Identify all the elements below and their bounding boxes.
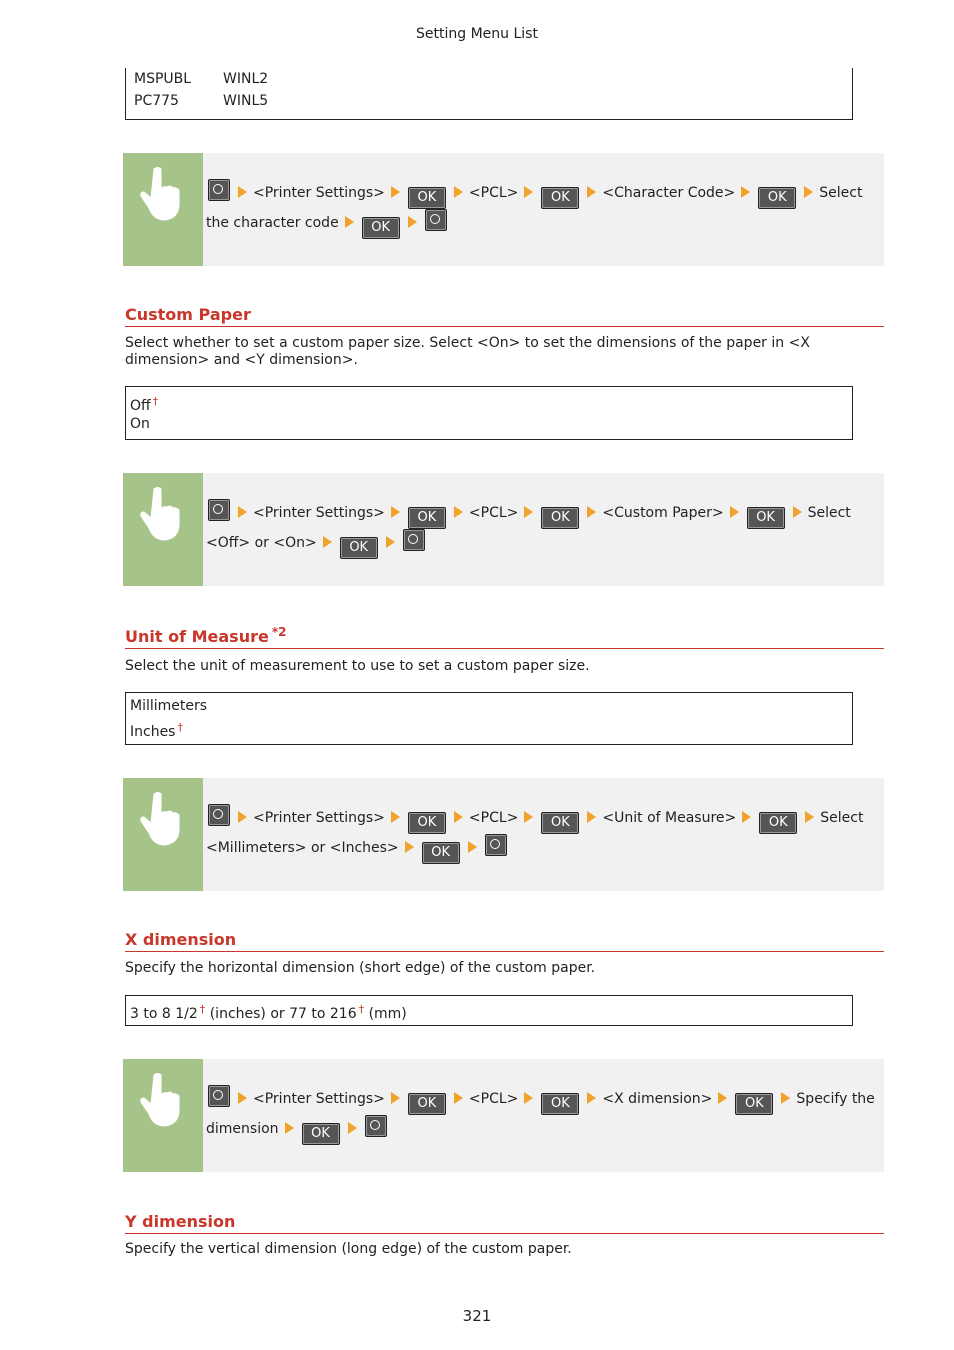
arrow-icon	[587, 506, 596, 518]
section-description: Select the unit of measurement to use to set a custom paper size.	[125, 658, 590, 674]
arrow-icon	[793, 506, 802, 518]
arrow-icon	[238, 811, 247, 823]
arrow-icon	[781, 1092, 790, 1104]
hand-pointer-icon	[123, 153, 203, 266]
arrow-icon	[408, 216, 417, 228]
x-dimension-range-table	[125, 995, 853, 1026]
ok-key-icon: OK	[408, 187, 446, 209]
arrow-icon	[587, 811, 596, 823]
menu-key-icon	[365, 1115, 387, 1137]
step-label: <Character Code>	[602, 185, 736, 201]
menu-key-icon	[425, 209, 447, 231]
custom-paper-options-table	[125, 386, 853, 440]
arrow-icon	[391, 1092, 400, 1104]
ok-key-icon: OK	[541, 1093, 579, 1115]
arrow-icon	[386, 536, 395, 548]
arrow-icon	[524, 811, 533, 823]
table-row	[126, 68, 852, 90]
ok-key-icon: OK	[362, 217, 400, 239]
page-header: Setting Menu List	[416, 26, 538, 42]
arrow-icon	[730, 506, 739, 518]
section-title-unit-of-measure: Unit of Measure $^{*2}$	[125, 625, 884, 649]
hand-pointer-icon	[123, 1059, 203, 1172]
footnote-marker: *2	[271, 625, 287, 639]
operation-box-custom-paper	[123, 473, 884, 586]
menu-key-icon	[208, 179, 230, 201]
ok-key-icon: OK	[541, 187, 579, 209]
ok-key-icon: OK	[541, 812, 579, 834]
arrow-icon	[391, 811, 400, 823]
character-code-options-table	[125, 68, 853, 120]
ok-key-icon: OK	[758, 187, 796, 209]
step-label: Select the character code	[206, 185, 863, 231]
table-row	[126, 90, 852, 112]
section-title-y-dimension: Y dimension	[125, 1212, 884, 1234]
ok-key-icon: OK	[422, 842, 460, 864]
arrow-icon	[348, 1122, 357, 1134]
step-label: <Printer Settings>	[253, 1091, 385, 1107]
arrow-icon	[285, 1122, 294, 1134]
arrow-icon	[391, 506, 400, 518]
page-number: 321	[462, 1307, 492, 1325]
option-value: PC775	[134, 93, 179, 109]
ok-key-icon: OK	[408, 1093, 446, 1115]
step-label: <PCL>	[468, 1091, 519, 1107]
step-label: <Printer Settings>	[253, 505, 385, 521]
arrow-icon	[238, 1092, 247, 1104]
operation-box-x-dimension	[123, 1059, 884, 1172]
step-label: Select <Off> or <On>	[206, 505, 851, 551]
arrow-icon	[524, 1092, 533, 1104]
option-on: On	[130, 416, 150, 432]
arrow-icon	[741, 186, 750, 198]
hand-pointer-icon	[123, 473, 203, 586]
arrow-icon	[238, 506, 247, 518]
arrow-icon	[454, 186, 463, 198]
arrow-icon	[405, 841, 414, 853]
option-millimeters: Millimeters	[130, 698, 208, 714]
menu-key-icon	[403, 529, 425, 551]
default-marker: †	[152, 395, 159, 408]
step-label: <Custom Paper>	[602, 505, 724, 521]
section-title-x-dimension: X dimension	[125, 930, 884, 952]
operation-box-character-code	[123, 153, 884, 266]
menu-key-icon	[208, 499, 230, 521]
arrow-icon	[391, 186, 400, 198]
step-label: <PCL>	[468, 810, 519, 826]
menu-key-icon	[208, 1085, 230, 1107]
arrow-icon	[524, 506, 533, 518]
ok-key-icon: OK	[340, 537, 378, 559]
ok-key-icon: OK	[302, 1123, 340, 1145]
arrow-icon	[524, 186, 533, 198]
arrow-icon	[805, 811, 814, 823]
arrow-icon	[323, 536, 332, 548]
default-marker: †	[199, 1003, 206, 1016]
arrow-icon	[742, 811, 751, 823]
arrow-icon	[587, 1092, 596, 1104]
default-marker: †	[358, 1003, 365, 1016]
step-label: <Unit of Measure>	[602, 810, 737, 826]
option-off: Off †	[130, 395, 159, 414]
arrow-icon	[345, 216, 354, 228]
operation-box-unit-of-measure	[123, 778, 884, 891]
option-inches: Inches †	[130, 721, 183, 740]
arrow-icon	[454, 506, 463, 518]
arrow-icon	[804, 186, 813, 198]
ok-key-icon: OK	[408, 812, 446, 834]
step-label: <PCL>	[468, 505, 519, 521]
hand-pointer-icon	[123, 778, 203, 891]
option-value: WINL5	[223, 93, 269, 109]
arrow-icon	[468, 841, 477, 853]
ok-key-icon: OK	[541, 507, 579, 529]
option-value: MSPUBL	[134, 71, 192, 87]
range-value: 3 to 8 1/2 † (inches) or 77 to 216 † (mm)	[130, 1003, 407, 1022]
ok-key-icon: OK	[747, 507, 785, 529]
section-description: Specify the vertical dimension (long edge) of the custom paper.	[125, 1241, 572, 1257]
ok-key-icon: OK	[408, 507, 446, 529]
section-description: Specify the horizontal dimension (short edge) of the custom paper.	[125, 960, 596, 976]
unit-of-measure-options-table	[125, 692, 853, 745]
step-label: <PCL>	[468, 185, 519, 201]
operation-steps	[206, 1085, 876, 1145]
arrow-icon	[587, 186, 596, 198]
arrow-icon	[718, 1092, 727, 1104]
ok-key-icon: OK	[759, 812, 797, 834]
section-title-custom-paper: Custom Paper	[125, 305, 884, 327]
arrow-icon	[238, 186, 247, 198]
arrow-icon	[454, 811, 463, 823]
section-description: Select whether to set a custom paper size. Select <On> to set the dimensions of the paper in <X dimension> and <Y dimension>.	[125, 335, 810, 368]
menu-key-icon	[485, 834, 507, 856]
option-value: WINL2	[223, 71, 269, 87]
step-label: <X dimension>	[602, 1091, 713, 1107]
arrow-icon	[454, 1092, 463, 1104]
ok-key-icon: OK	[735, 1093, 773, 1115]
step-label: Specify the dimension	[206, 1091, 875, 1137]
step-label: <Printer Settings>	[253, 185, 385, 201]
operation-steps	[206, 499, 876, 559]
step-label: <Printer Settings>	[253, 810, 385, 826]
default-marker: †	[177, 721, 183, 734]
step-label: Select <Millimeters> or <Inches>	[206, 810, 864, 856]
menu-key-icon	[208, 804, 230, 826]
operation-steps	[206, 179, 876, 239]
operation-steps	[206, 804, 876, 864]
